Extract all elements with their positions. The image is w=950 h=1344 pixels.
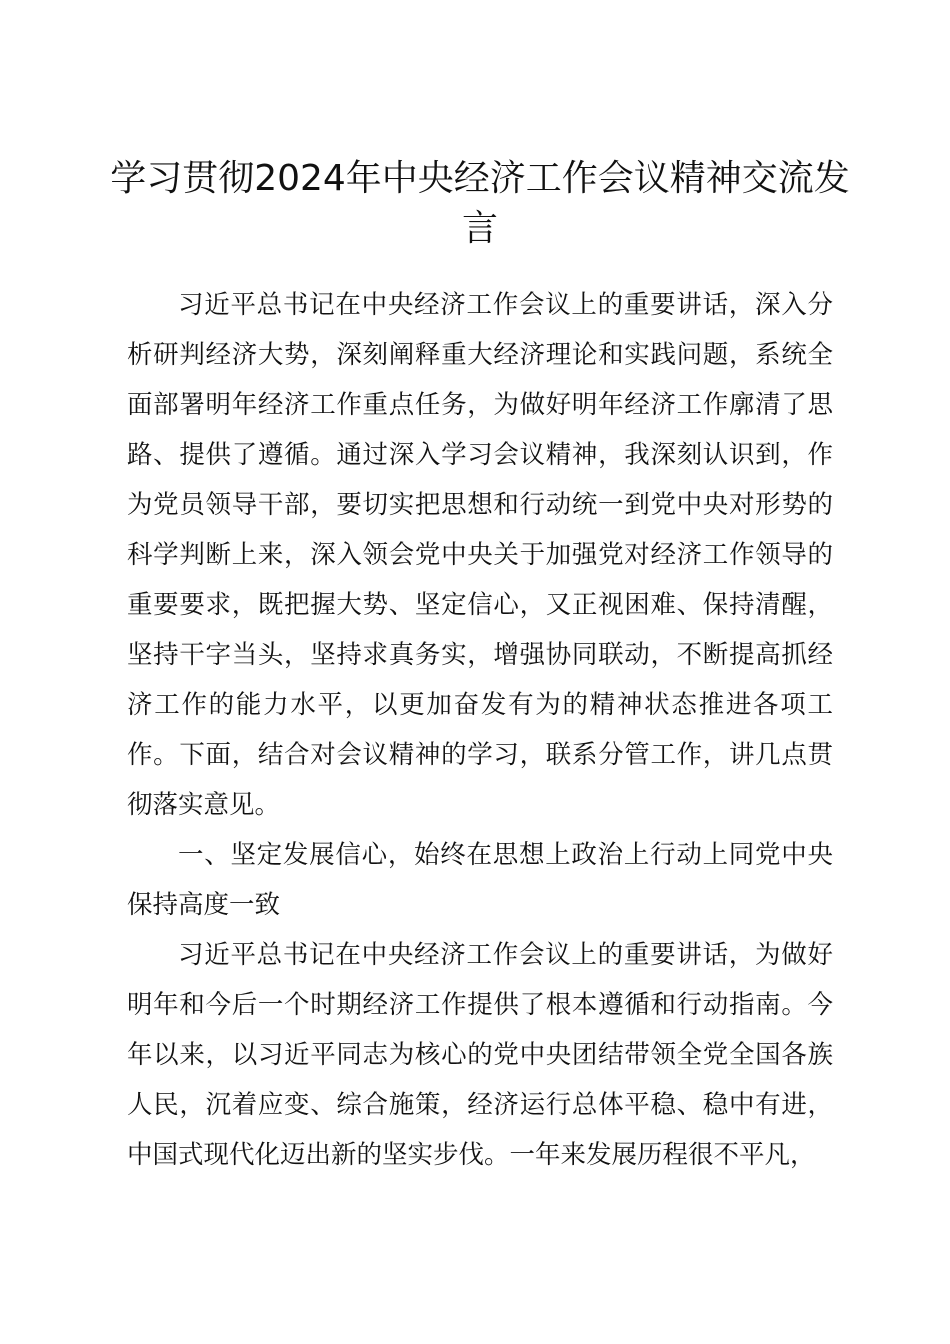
section-1-paragraph: 习近平总书记在中央经济工作会议上的重要讲话，为做好明年和今后一个时期经济工作提供了根本遵循和行动指南。今年以来，以习近平同志为核心的党中央团结带领全党全国各族人民，沉着应变、综合施策，经济运行总体平稳、稳中有进，中国式现代化迈出新的坚实步伐。一年来发展历程很不平凡，: [127, 940, 833, 1170]
document-body: [127, 280, 833, 1180]
intro-paragraph: 习近平总书记在中央经济工作会议上的重要讲话，深入分析研判经济大势，深刻阐释重大经济理论和实践问题，系统全面部署明年经济工作重点任务，为做好明年经济工作廓清了思路、提供了遵循。通过深入学习会议精神，我深刻认识到，作为党员领导干部，要切实把思想和行动统一到党中央对形势的科学判断上来，深入领会党中央关于加强党对经济工作领导的重要要求，既把握大势、坚定信心，又正视困难、保持清醒，坚持干字当头，坚持求真务实，增强协同联动，不断提高抓经济工作的能力水平，以更加奋发有为的精神状态推进各项工作。下面，结合对会议精神的学习，联系分管工作，讲几点贯彻落实意见。: [127, 290, 833, 820]
document-title: 学习贯彻2024年中央经济工作会议精神交流发言: [110, 158, 850, 249]
section-heading-1: 一、坚定发展信心，始终在思想上政治上行动上同党中央保持高度一致: [127, 840, 833, 920]
